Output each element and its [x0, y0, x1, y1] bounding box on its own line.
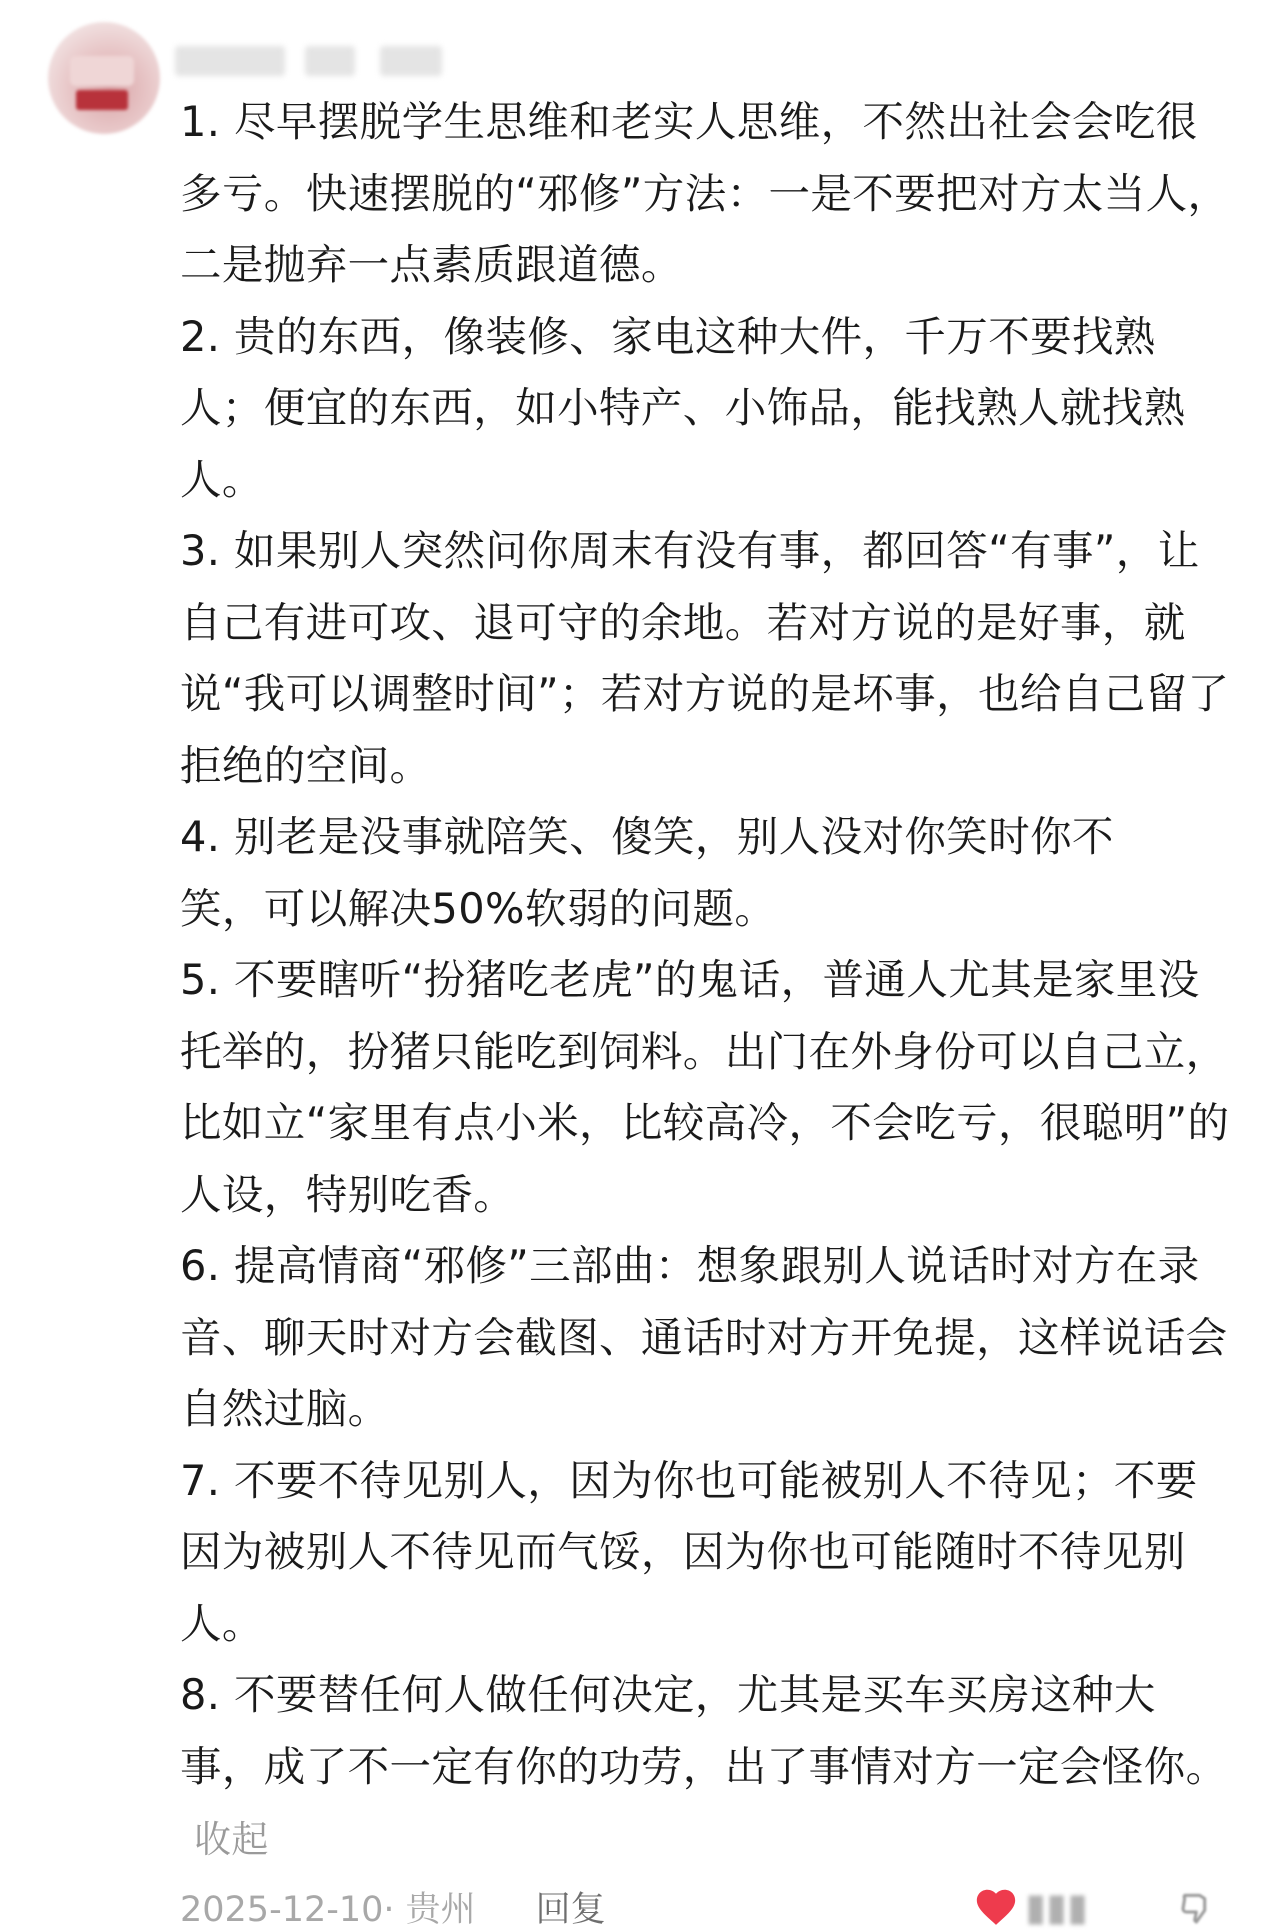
- comment-paragraph-5: 5. 不要瞎听“扮猪吃老虎”的鬼话，普通人尤其是家里没托举的，扮猪只能吃到饲料。出门在外身份可以自己立，比如立“家里有点小米，比较高冷，不会吃亏，很聪明”的人设，特别吃香。: [180, 955, 1230, 1219]
- reply-button[interactable]: 回复: [535, 1890, 606, 1930]
- comment-footer: [180, 1885, 606, 1929]
- dislike-icon[interactable]: [1178, 1887, 1218, 1927]
- heart-icon[interactable]: [973, 1884, 1019, 1930]
- comment-paragraph-1: 1. 尽早摆脱学生思维和老实人思维，不然出社会会吃很多亏。快速摆脱的“邪修”方法：一是不要把对方太当人，二是抛弃一点素质跟道德。: [180, 97, 1230, 289]
- collapse-button[interactable]: 收起: [194, 1818, 269, 1861]
- comment-date-location: 2025-12-10· 贵州: [180, 1890, 476, 1930]
- comment-paragraph-7: 7. 不要不待见别人，因为你也可能被别人不待见；不要因为被别人不待见而气馁，因为你也可能随时不待见别人。: [180, 1455, 1198, 1648]
- comment-paragraph-8: [180, 1659, 1235, 1876]
- comment-actions: [973, 1884, 1218, 1930]
- like-count-blurred: ▮▮▮: [1025, 1885, 1088, 1929]
- username-blurred-2: [305, 46, 355, 76]
- comment-paragraph-8-text: 8. 不要替任何人做任何决定，尤其是买车买房这种大事，成了不一定有你的功劳，出了事情对方一定会怪你。: [180, 1670, 1228, 1791]
- comment-paragraph-4: 4. 别老是没事就陪笑、傻笑，别人没对你笑时你不笑，可以解决50%软弱的问题。: [180, 812, 1114, 933]
- comment-paragraph-6: 6. 提高情商“邪修”三部曲：想象跟别人说话时对方在录音、聊天时对方会截图、通话时对方开免提，这样说话会自然过脑。: [180, 1241, 1228, 1433]
- username-blurred[interactable]: [175, 46, 285, 76]
- username-blurred-3: [380, 46, 442, 76]
- comment-paragraph-2: 2. 贵的东西，像装修、家电这种大件，千万不要找熟人；便宜的东西，如小特产、小饰品，能找熟人就找熟人。: [180, 311, 1186, 504]
- comment-body: [180, 86, 1235, 1876]
- comment-paragraph-3: 3. 如果别人突然问你周末有没有事，都回答“有事”，让自己有进可攻、退可守的余地。若对方说的是好事，就说“我可以调整时间”；若对方说的是坏事，也给自己留了拒绝的空间。: [180, 526, 1230, 790]
- avatar[interactable]: [48, 22, 160, 134]
